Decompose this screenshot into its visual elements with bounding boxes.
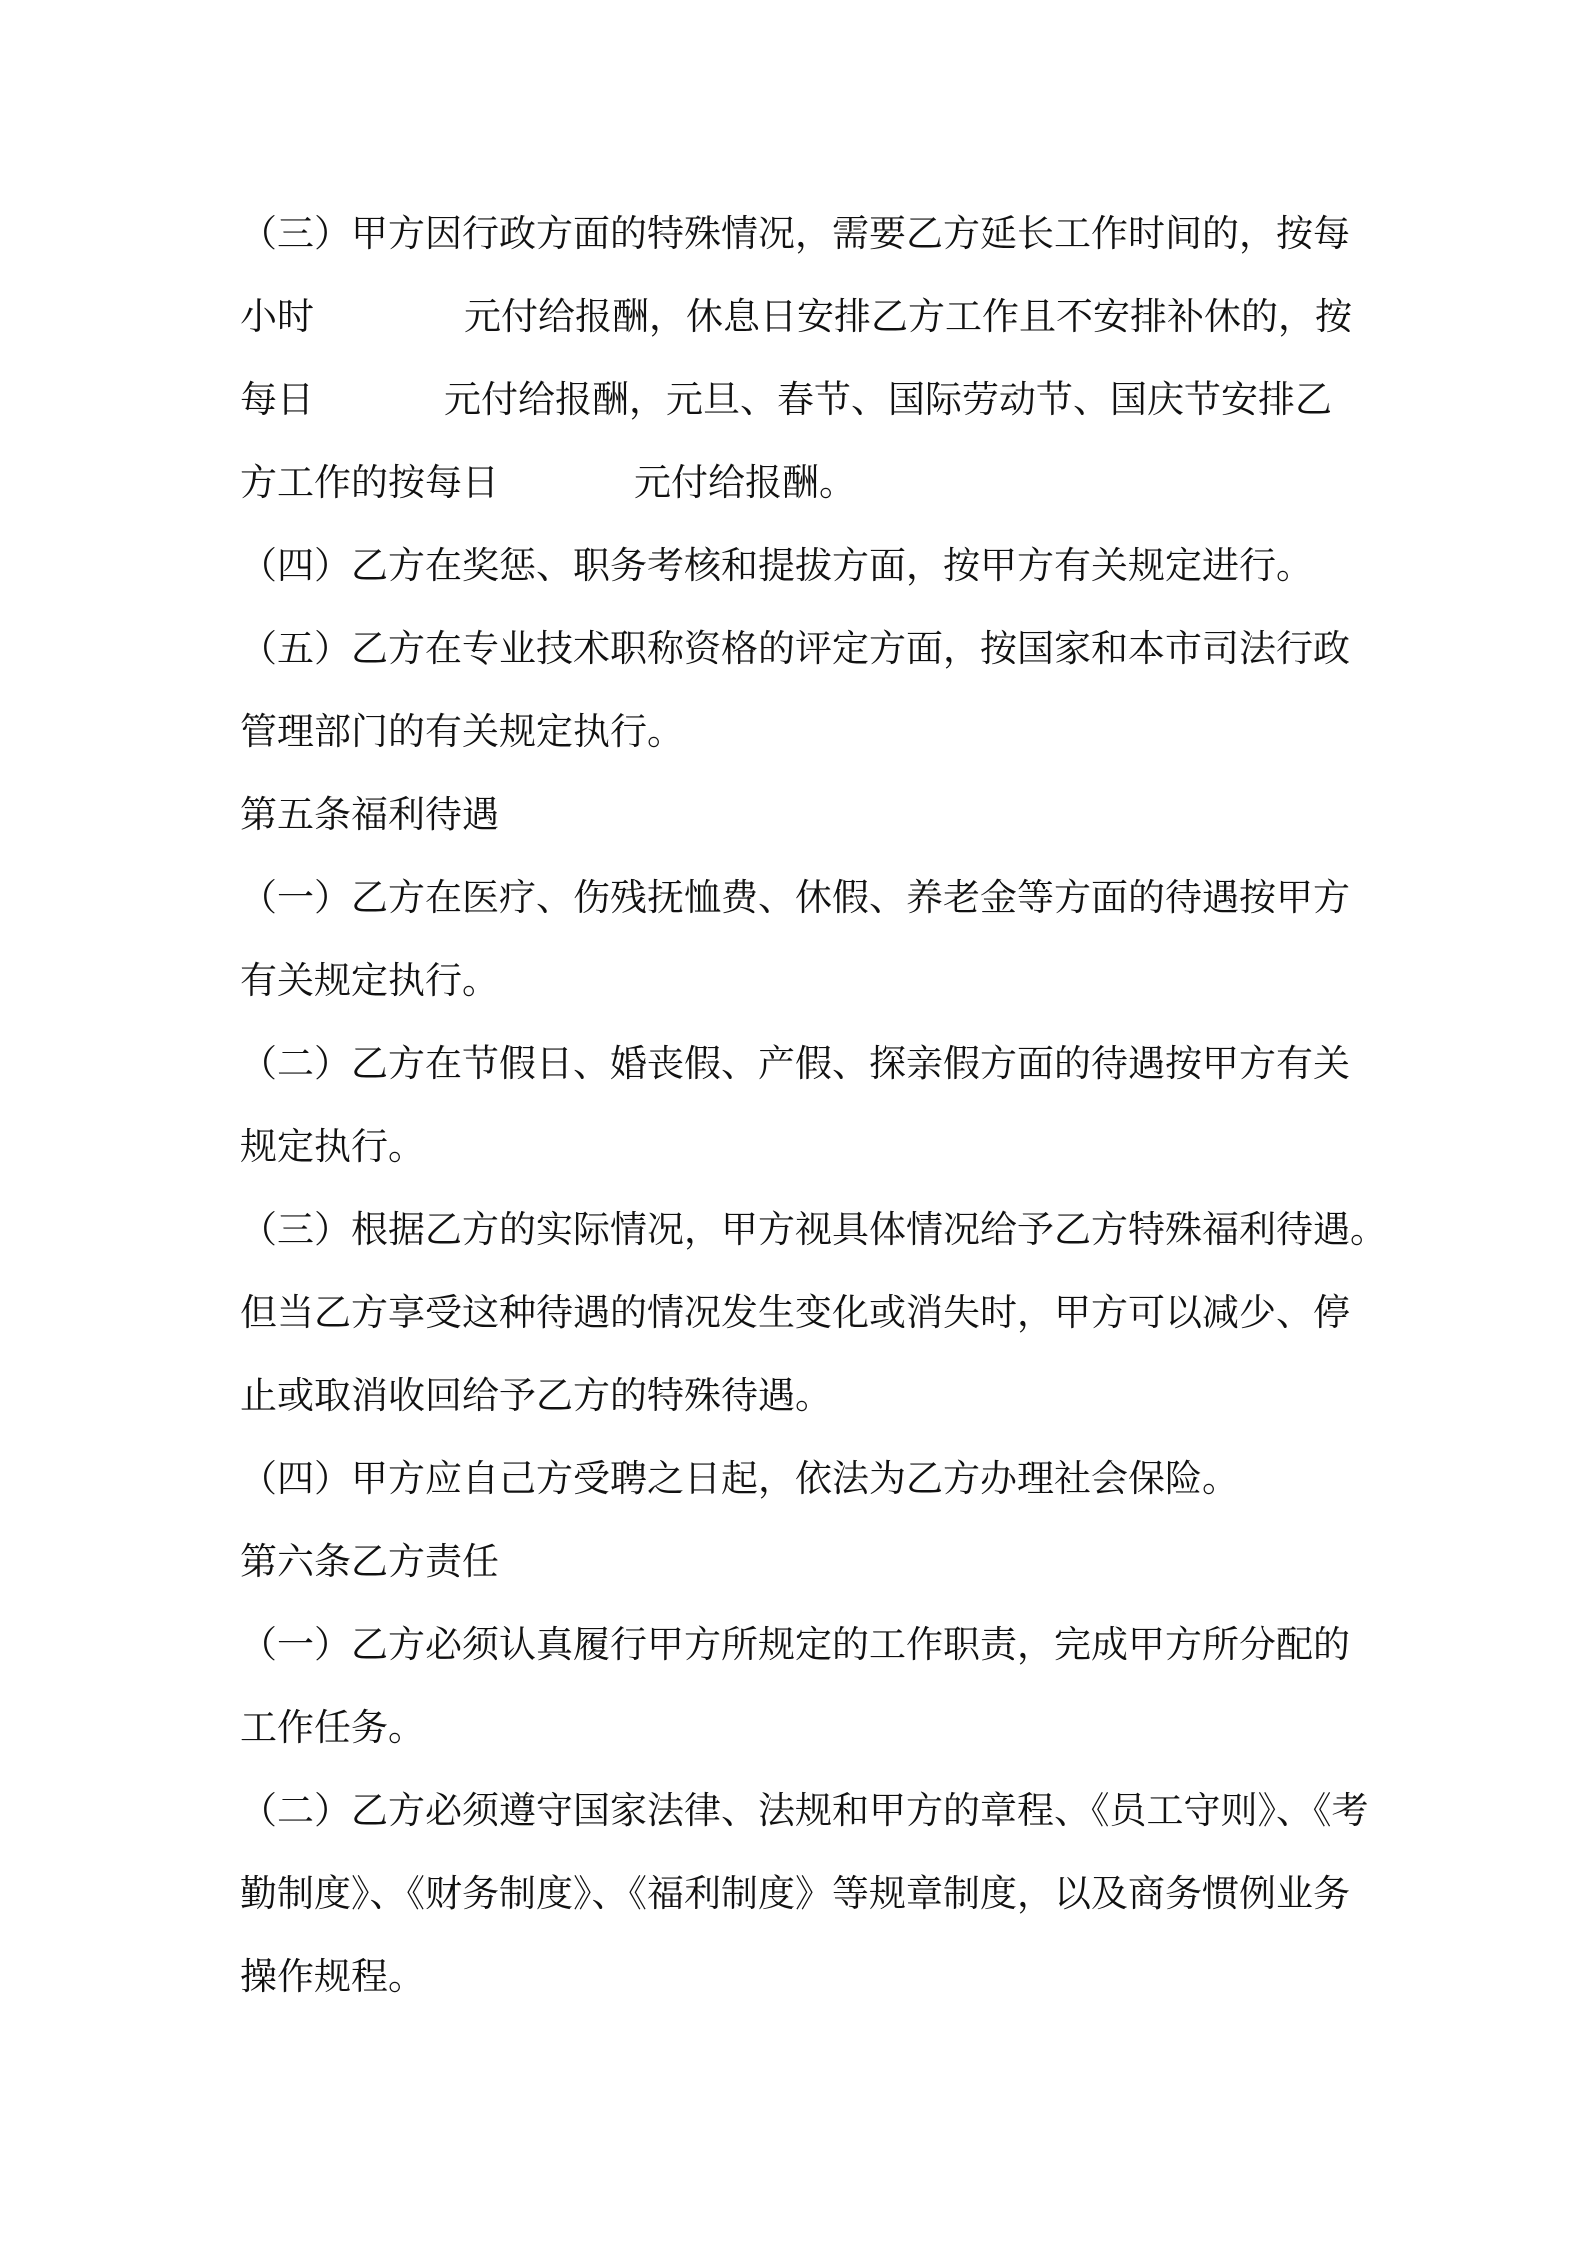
para-overtime-line-4 — [240, 441, 1360, 524]
article-5-item-1-line-1: （一）乙方在医疗、伤残抚恤费、休假、养老金等方面的待遇按甲方 — [240, 876, 1350, 919]
article-5-item-1-line-2: 有关规定执行。 — [240, 959, 499, 1002]
text-fragment: 方工作的按每日 — [240, 461, 499, 504]
para-overtime-line-3 — [240, 358, 1360, 441]
text-fragment: 每日 — [240, 378, 314, 421]
para-title-eval-line-2: 管理部门的有关规定执行。 — [240, 710, 684, 753]
article-6-item-2-line-3: 操作规程。 — [240, 1955, 425, 1998]
article-5-item-4: （四）甲方应自己方受聘之日起，依法为乙方办理社会保险。 — [240, 1457, 1239, 1500]
article-5-item-2-line-1: （二）乙方在节假日、婚丧假、产假、探亲假方面的待遇按甲方有关 — [240, 1042, 1350, 1085]
text-fragment: 元付给报酬，休息日安排乙方工作且不安排补休的，按 — [464, 295, 1352, 338]
para-overtime-line-1: （三）甲方因行政方面的特殊情况，需要乙方延长工作时间的，按每 — [240, 212, 1350, 255]
text-fragment: 元付给报酬。 — [634, 461, 856, 504]
article-6-item-2-line-1: （二）乙方必须遵守国家法律、法规和甲方的章程、《员工守则》、《考 — [240, 1789, 1369, 1832]
article-6-item-1-line-1: （一）乙方必须认真履行甲方所规定的工作职责，完成甲方所分配的 — [240, 1623, 1350, 1666]
article-6-item-1-line-2: 工作任务。 — [240, 1706, 425, 1749]
article-5-item-2-line-2: 规定执行。 — [240, 1125, 425, 1168]
text-fragment: 元付给报酬，元旦、春节、国际劳动节、国庆节安排乙 — [444, 378, 1332, 421]
para-title-eval-line-1: （五）乙方在专业技术职称资格的评定方面，按国家和本市司法行政 — [240, 627, 1350, 670]
para-overtime-line-2 — [240, 275, 1360, 358]
article-5-heading: 第五条福利待遇 — [240, 793, 499, 836]
article-5-item-3-line-2: 但当乙方享受这种待遇的情况发生变化或消失时，甲方可以减少、停 — [240, 1291, 1350, 1334]
article-5-item-3-line-3: 止或取消收回给予乙方的特殊待遇。 — [240, 1374, 832, 1417]
document-body — [240, 192, 1387, 2018]
article-5-item-3-line-1: （三）根据乙方的实际情况，甲方视具体情况给予乙方特殊福利待遇。 — [240, 1208, 1387, 1251]
article-6-heading: 第六条乙方责任 — [240, 1540, 499, 1583]
para-reward: （四）乙方在奖惩、职务考核和提拔方面，按甲方有关规定进行。 — [240, 544, 1313, 587]
text-fragment: 小时 — [240, 295, 314, 338]
article-6-item-2-line-2: 勤制度》、《财务制度》、《福利制度》等规章制度，以及商务惯例业务 — [240, 1872, 1350, 1915]
